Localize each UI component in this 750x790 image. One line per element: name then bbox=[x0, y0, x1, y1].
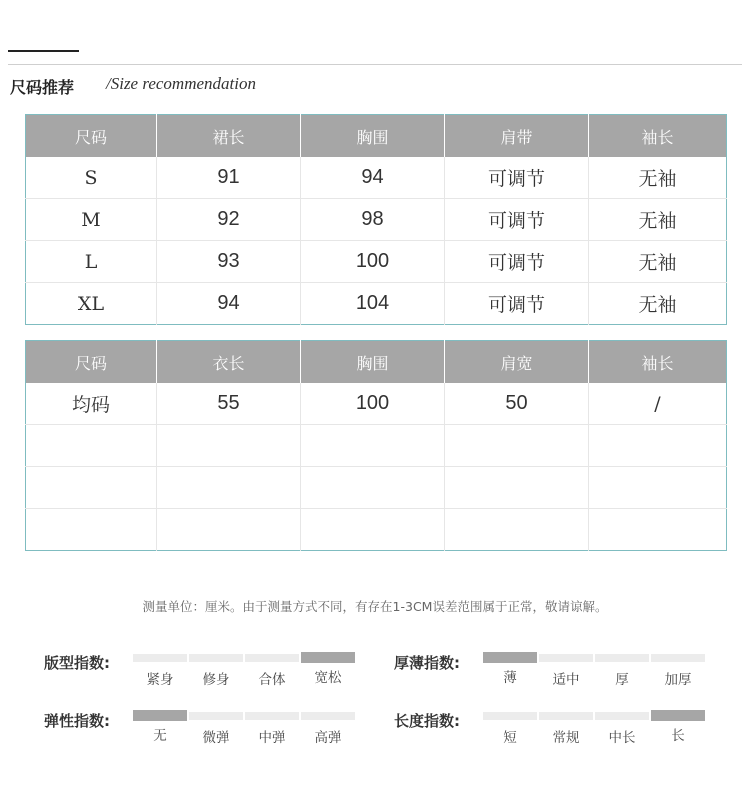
index-option-label: 合体 bbox=[258, 672, 286, 688]
size-table-dress bbox=[25, 114, 727, 325]
index-option bbox=[245, 654, 299, 688]
table-cell: 104 bbox=[301, 283, 445, 325]
index-bar-selected bbox=[651, 710, 705, 721]
section-title: 尺码推荐 bbox=[10, 78, 75, 97]
header-bust: 胸围 bbox=[301, 115, 445, 158]
table-cell bbox=[157, 425, 301, 467]
table-cell bbox=[589, 509, 727, 551]
table-cell bbox=[445, 467, 589, 509]
index-bar bbox=[539, 654, 593, 662]
table-cell bbox=[157, 467, 301, 509]
index-bar-selected bbox=[133, 710, 187, 721]
index-option bbox=[301, 712, 355, 746]
table-cell: L bbox=[26, 241, 157, 283]
index-bar-selected bbox=[301, 652, 355, 663]
index-option-label: 常规 bbox=[552, 730, 580, 746]
index-label: 版型指数: bbox=[44, 654, 110, 672]
table-cell: 无袖 bbox=[589, 157, 727, 199]
table-cell: 55 bbox=[157, 383, 301, 425]
table-cell: 91 bbox=[157, 157, 301, 199]
table-header-row bbox=[26, 115, 727, 158]
table-cell bbox=[301, 467, 445, 509]
index-option bbox=[595, 712, 649, 746]
header-strap: 肩带 bbox=[445, 115, 589, 158]
table-cell: 无袖 bbox=[589, 199, 727, 241]
index-option bbox=[301, 652, 355, 686]
table-row bbox=[26, 425, 727, 467]
table-cell bbox=[589, 425, 727, 467]
table-row bbox=[26, 157, 727, 199]
size-table-top bbox=[25, 340, 727, 551]
table-row bbox=[26, 199, 727, 241]
table-cell: 可调节 bbox=[445, 283, 589, 325]
table-cell: 可调节 bbox=[445, 199, 589, 241]
table-cell bbox=[301, 509, 445, 551]
table-cell: 无袖 bbox=[589, 241, 727, 283]
header-sleeve-length: 袖长 bbox=[589, 115, 727, 158]
index-option bbox=[189, 712, 243, 746]
table-cell: 94 bbox=[157, 283, 301, 325]
index-option bbox=[133, 710, 187, 744]
index-bar bbox=[595, 712, 649, 720]
table-row bbox=[26, 283, 727, 325]
index-label: 长度指数: bbox=[394, 712, 460, 730]
table-cell: 可调节 bbox=[445, 241, 589, 283]
table-row bbox=[26, 467, 727, 509]
index-bar bbox=[245, 654, 299, 662]
table-cell: 92 bbox=[157, 199, 301, 241]
index-option bbox=[189, 654, 243, 688]
index-option bbox=[651, 710, 705, 744]
table-row bbox=[26, 383, 727, 425]
table-cell bbox=[589, 467, 727, 509]
index-bar bbox=[245, 712, 299, 720]
table-cell bbox=[445, 509, 589, 551]
index-bar-selected bbox=[483, 652, 537, 663]
index-bar bbox=[189, 712, 243, 720]
index-option-label: 厚 bbox=[615, 672, 629, 688]
header-bust: 胸围 bbox=[301, 341, 445, 384]
table-cell bbox=[157, 509, 301, 551]
index-option-label: 宽松 bbox=[314, 670, 342, 686]
index-option-label: 中长 bbox=[608, 730, 636, 746]
index-option-label: 加厚 bbox=[664, 672, 692, 688]
header-size: 尺码 bbox=[26, 115, 157, 158]
header-skirt-length: 裙长 bbox=[157, 115, 301, 158]
table-cell: 50 bbox=[445, 383, 589, 425]
index-option-label: 薄 bbox=[503, 670, 517, 686]
index-option bbox=[539, 654, 593, 688]
table-cell: 无袖 bbox=[638, 294, 677, 316]
index-label: 厚薄指数: bbox=[394, 654, 460, 672]
index-bar bbox=[483, 712, 537, 720]
table-cell bbox=[26, 425, 157, 467]
index-option-label: 短 bbox=[503, 730, 517, 746]
index-option-label: 中弹 bbox=[258, 730, 286, 746]
table-cell bbox=[445, 425, 589, 467]
header-top-length: 衣长 bbox=[157, 341, 301, 384]
index-label: 弹性指数: bbox=[44, 712, 110, 730]
table-row bbox=[26, 509, 727, 551]
index-option bbox=[595, 654, 649, 688]
title-accent-bar bbox=[8, 50, 79, 52]
table-header-row bbox=[26, 341, 727, 384]
table-cell: 93 bbox=[157, 241, 301, 283]
measurement-note: 测量单位：厘米。由于测量方式不同，有存在1-3CM误差范围属于正常，敬请谅解。 bbox=[142, 599, 608, 614]
index-option bbox=[539, 712, 593, 746]
index-bar bbox=[301, 712, 355, 720]
index-option-label: 高弹 bbox=[314, 730, 342, 746]
index-option bbox=[483, 652, 537, 686]
index-option bbox=[245, 712, 299, 746]
table-cell: 均码 bbox=[26, 383, 157, 425]
table-cell bbox=[301, 425, 445, 467]
header-sleeve-length: 袖长 bbox=[589, 341, 727, 384]
table-cell: 可调节 bbox=[445, 157, 589, 199]
table-cell: 98 bbox=[301, 199, 445, 241]
table-cell bbox=[26, 467, 157, 509]
index-option bbox=[133, 654, 187, 688]
index-option-label: 无 bbox=[153, 728, 167, 744]
index-option-label: 适中 bbox=[552, 672, 580, 688]
table-cell: 100 bbox=[301, 241, 445, 283]
index-option bbox=[651, 654, 705, 688]
index-option-label: 修身 bbox=[202, 672, 230, 688]
header-shoulder-width: 肩宽 bbox=[445, 341, 589, 384]
table-cell: / bbox=[589, 383, 727, 425]
index-option-label: 微弹 bbox=[202, 730, 230, 746]
table-cell bbox=[26, 509, 157, 551]
table-row bbox=[26, 241, 727, 283]
table-cell: 94 bbox=[301, 157, 445, 199]
table-cell: 100 bbox=[301, 383, 445, 425]
table-cell: XL bbox=[26, 283, 157, 325]
index-bar bbox=[595, 654, 649, 662]
index-option-label: 长 bbox=[671, 728, 685, 744]
index-option-label: 紧身 bbox=[146, 672, 174, 688]
index-bar bbox=[133, 654, 187, 662]
table-cell: S bbox=[26, 157, 157, 199]
table-cell: M bbox=[26, 199, 157, 241]
index-bar bbox=[651, 654, 705, 662]
section-subtitle: /Size recommendation bbox=[106, 74, 256, 93]
index-bar bbox=[189, 654, 243, 662]
header-size: 尺码 bbox=[26, 341, 157, 384]
title-divider bbox=[8, 64, 742, 65]
index-bar bbox=[539, 712, 593, 720]
index-option bbox=[483, 712, 537, 746]
